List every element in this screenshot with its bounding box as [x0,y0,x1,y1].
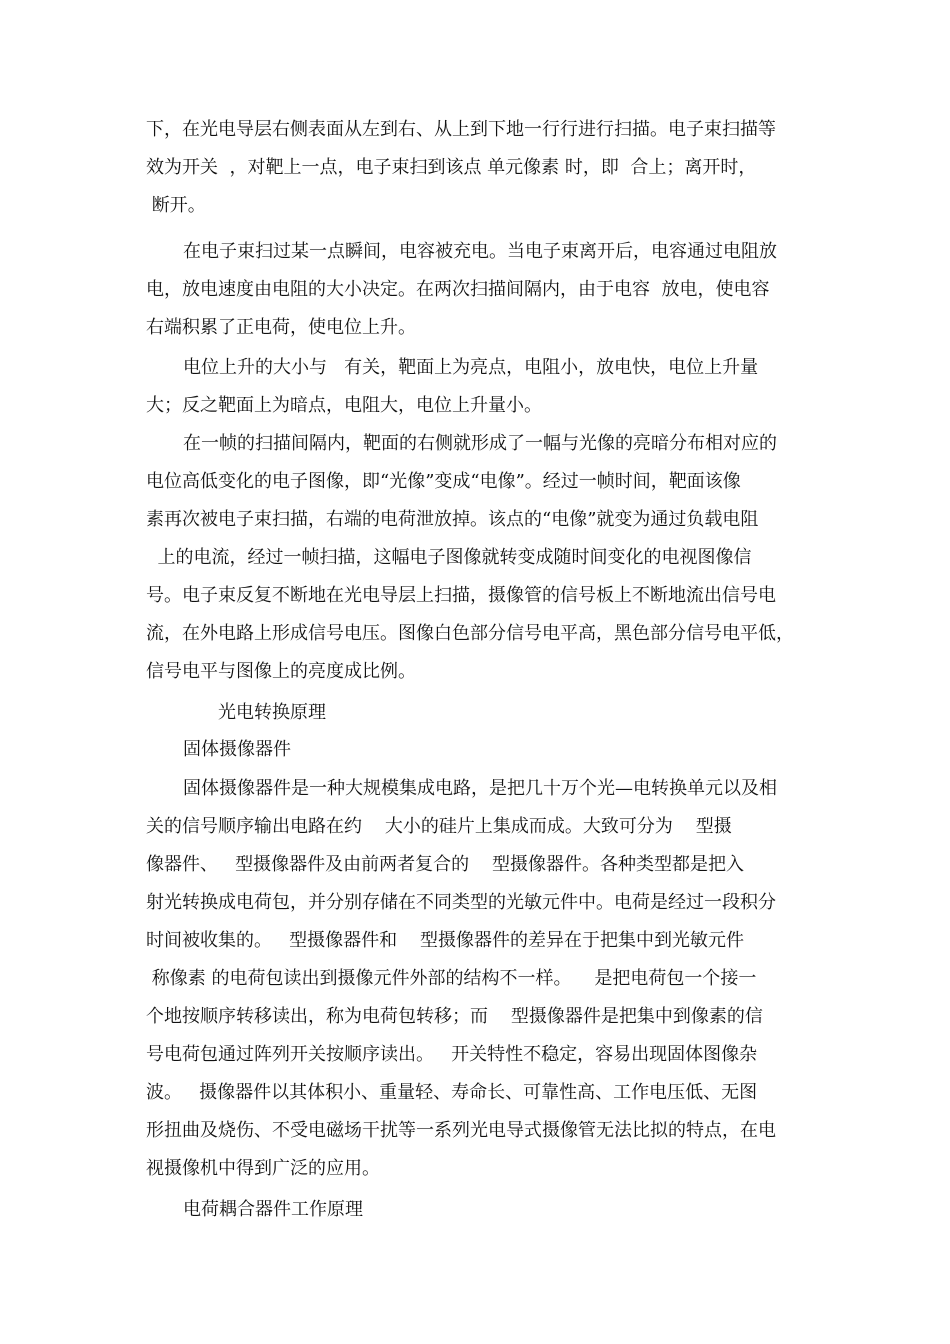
text-line: 信号电平与图像上的亮度成比例。 [146,661,416,682]
text-line: 号电荷包通过阵列开关按顺序读出。 开关特性不稳定，容易出现固体图像杂 [146,1044,758,1065]
text-line: 在电子束扫过某一点瞬间，电容被充电。当电子束离开后，电容通过电阻放 [183,241,777,262]
text-line: 断开。 [146,195,206,216]
text-line: 素再次被电子束扫描，右端的电荷泄放掉。该点的“电像”就变为通过负载电阻 [146,509,759,530]
section-heading: 固体摄像器件 [183,739,291,760]
text-line: 个地按顺序转移读出，称为电荷包转移；而 型摄像器件是把集中到像素的信 [146,1006,763,1027]
text-line: 形扭曲及烧伤、不受电磁场干扰等一系列光电导式摄像管无法比拟的特点，在电 [146,1120,776,1141]
text-line: 波。 摄像器件以其体积小、重量轻、寿命长、可靠性高、工作电压低、无图 [146,1082,758,1103]
text-line: 号。电子束反复不断地在光电导层上扫描，摄像管的信号板上不断地流出信号电 [146,585,776,606]
text-line: 大；反之靶面上为暗点，电阻大，电位上升量小。 [146,395,542,416]
text-line: 视摄像机中得到广泛的应用。 [146,1158,380,1179]
text-line: 右端积累了正电荷，使电位上升。 [146,317,416,338]
section-heading: 电荷耦合器件工作原理 [183,1199,363,1220]
text-line: 射光转换成电荷包，并分别存储在不同类型的光敏元件中。电荷是经过一段积分 [146,892,776,913]
text-line: 流，在外电路上形成信号电压。图像白色部分信号电平高，黑色部分信号电平低， [146,623,794,644]
text-line: 称像素 的电荷包读出到摄像元件外部的结构不一样。 是把电荷包一个接一 [146,968,757,989]
text-line: 上的电流，经过一帧扫描，这幅电子图像就转变成随时间变化的电视图像信 [146,547,752,568]
text-line: 电位高低变化的电子图像，即“光像”变成“电像”。经过一帧时间，靶面该像 [146,471,741,492]
text-line: 在一帧的扫描间隔内，靶面的右侧就形成了一幅与光像的亮暗分布相对应的 [183,433,777,454]
text-line: 关的信号顺序输出电路在约 大小的硅片上集成而成。大致可分为 型摄 [146,816,732,837]
section-heading: 光电转换原理 [218,702,326,723]
text-line: 固体摄像器件是一种大规模集成电路，是把几十万个光—电转换单元以及相 [183,778,777,799]
text-line: 下，在光电导层右侧表面从左到右、从上到下地一行行进行扫描。电子束扫描等 [146,119,776,140]
text-line: 效为开关 ，对靶上一点，电子束扫到该点 单元像素 时，即 合上；离开时， [146,157,757,178]
text-line: 电位上升的大小与 有关，靶面上为亮点，电阻小，放电快，电位上升量 [183,357,759,378]
text-line: 时间被收集的。 型摄像器件和 型摄像器件的差异在于把集中到光敏元件 [146,930,745,951]
text-line: 像器件、 型摄像器件及由前两者复合的 型摄像器件。各种类型都是把入 [146,854,745,875]
text-line: 电，放电速度由电阻的大小决定。在两次扫描间隔内，由于电容 放电，使电容 [146,279,770,300]
